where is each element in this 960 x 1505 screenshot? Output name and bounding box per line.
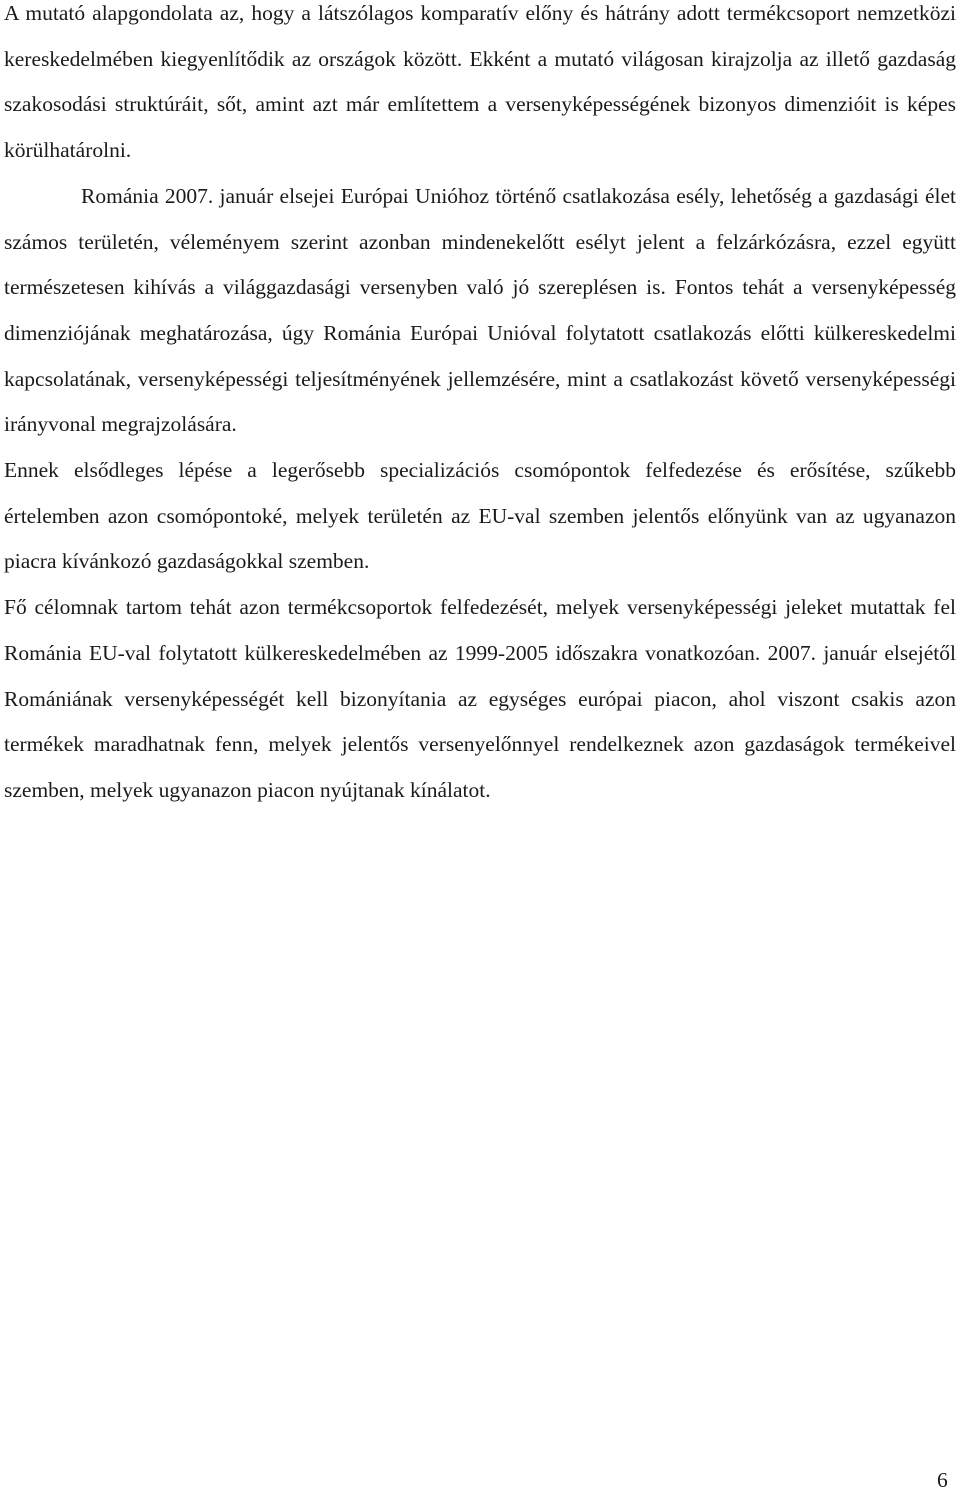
page-number: 6: [937, 1468, 948, 1492]
paragraph-main-goal: Fő célomnak tartom tehát azon termékcsoportok felfedezését, melyek versenyképességi jeleket mutattak fel Románia EU-val folytatott külkereskedelmében az 1999-2005 időszakra vonatkozóan. 2007. január elsejétől Romániának versenyképességét kell bizonyítania az egységes európai piacon, ahol viszont csakis azon termékek maradhatnak fenn, melyek jelentős versenyelőnnyel rendelkeznek azon gazdaságok termékeivel szemben, melyek ugyanazon piacon nyújtanak kínálatot.: [4, 595, 956, 802]
paragraph-specialization-nodes: Ennek elsődleges lépése a legerősebb specializációs csomópontok felfedezése és erősítése, szűkebb értelemben azon csomópontoké, melyek területén az EU-val szemben jelentős előnyünk van az ugyanazon piacra kívánkozó gazdaságokkal szemben.: [4, 458, 956, 574]
paragraph-comparative-advantage: A mutató alapgondolata az, hogy a látszólagos komparatív előny és hátrány adott termékcsoport nemzetközi kereskedelmében kiegyenlítődik az országok között. Ekként a mutató világosan kirajzolja az illető gazdaság szakosodási struktúráit, sőt, amint azt már említettem a versenyképességének bizonyos dimenzióit is képes körülhatárolni.: [4, 1, 956, 163]
document-body: [4, 0, 956, 814]
paragraph-romania-eu-accession: Románia 2007. január elsejei Európai Unióhoz történő csatlakozása esély, lehetőség a gazdasági élet számos területén, véleményem szerint azonban mindenekelőtt esélyt jelent a felzárkózásra, ezzel együtt természetesen kihívás a világgazdasági versenyben való jó szereplésen is. Fontos tehát a versenyképesség dimenziójának meghatározása, úgy Románia Európai Unióval folytatott csatlakozás előtti külkereskedelmi kapcsolatának, versenyképességi teljesítményének jellemzésére, mint a csatlakozást követő versenyképességi irányvonal megrajzolására.: [4, 183, 956, 437]
